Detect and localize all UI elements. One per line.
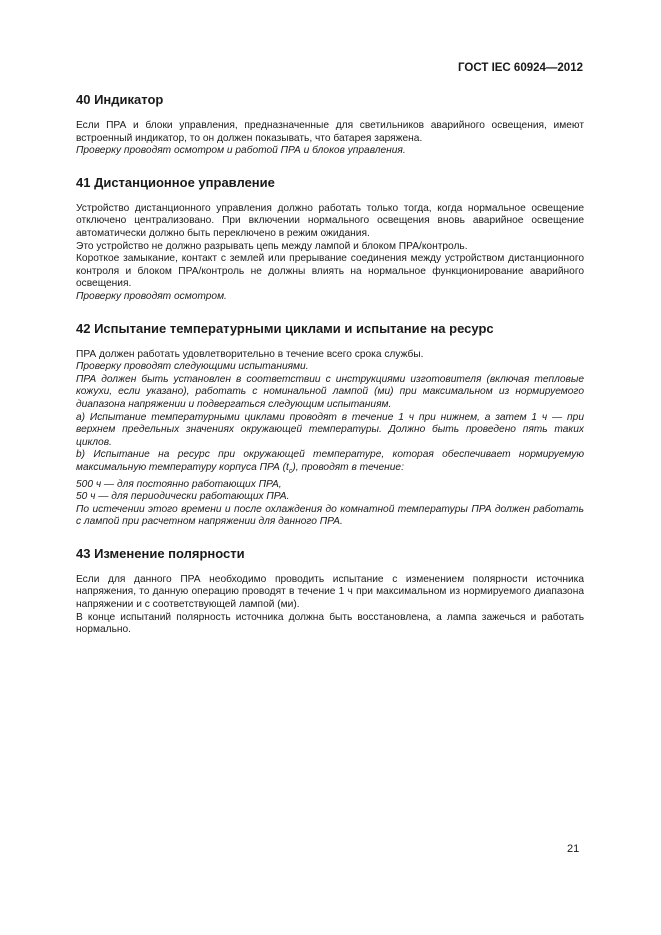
document-body [76,92,584,654]
paragraph [76,449,584,478]
paragraph-text: Устройство дистанционного управления должно работать только тогда, когда нормальное освещение отключено централизовано. При включении нормального освещения вновь аварийное освещение автоматически должно быть переключено в режим ожидания. [76,202,584,239]
page-number: 21 [567,843,580,855]
paragraph-text: Проверку проводят осмотром. [76,290,227,302]
subscript: c [288,467,293,475]
paragraph-text: ПРА должен быть установлен в соответствии с инструкциями изготовителя (включая тепловые кожухи, если указано), работать с номинальной лампой (ми) при максимальном из нормируемого диапазона напряжении и подвергаться следующим испытаниям. [76,373,584,410]
section-2 [76,175,584,304]
paragraph-text: Это устройство не должно разрывать цепь между лампой и блоком ПРА/контроль. [76,240,468,252]
paragraph [76,491,584,504]
paragraph-text: 500 ч — для постоянно работающих ПРА, [76,478,282,490]
paragraph-text: b) Испытание на ресурс при окружающей температуре, которая обеспечивает нормируемую максимальную температуру корпуса ПРА (t [76,449,584,473]
paragraph [76,253,584,291]
paragraph [76,120,584,145]
section-title: 43 Изменение полярности [76,545,245,561]
document-id: ГОСТ IEC 60924—2012 [458,62,583,74]
paragraph [76,349,584,362]
paragraph [76,479,584,492]
paragraph-text: Проверку проводят следующими испытаниями. [76,361,309,373]
paragraph [76,291,584,304]
paragraph [76,241,584,254]
paragraph [76,374,584,412]
section-1 [76,92,584,158]
paragraph [76,612,584,637]
paragraph-text: 50 ч — для периодически работающих ПРА. [76,491,290,503]
paragraph [76,574,584,612]
paragraph-text: Короткое замыкание, контакт с землей или прерывание соединения между устройством дистанционного контроля и блоком ПРА/контроль не должны влиять на нормальное функционирование аварийного освещения. [76,253,584,290]
paragraph-text: ПРА должен работать удовлетворительно в течение всего срока службы. [76,348,424,360]
paragraph [76,361,584,374]
paragraph-tail: ), проводят в течение: [292,461,404,473]
paragraph-text: Проверку проводят осмотром и работой ПРА и блоков управления. [76,145,406,157]
paragraph [76,145,584,158]
paragraph [76,412,584,450]
paragraph-text: Если ПРА и блоки управления, предназначенные для светильников аварийного освещения, имеют встроенный индикатор, то он должен показывать, что батарея заряжена. [76,120,584,144]
paragraph-text: В конце испытаний полярность источника должна быть восстановлена, а лампа зажечься и работать нормально. [76,611,584,636]
section-title: 41 Дистанционное управление [76,174,275,190]
section-title: 40 Индикатор [76,92,164,107]
section-4 [76,546,584,637]
paragraph-text: По истечении этого времени и после охлаждения до комнатной температуры ПРА должен работать с лампой при расчетном напряжении для данного ПРА. [76,503,584,528]
section-title: 42 Испытание температурными циклами и испытание на ресурс [76,320,494,336]
paragraph-text: а) Испытание температурными циклами проводят в течение 1 ч при нижнем, а затем 1 ч — при верхнем предельных значениях окружающей температуры. Должно быть проведено пять таких циклов. [76,411,584,448]
paragraph [76,203,584,241]
paragraph-text: Если для данного ПРА необходимо проводить испытание с изменением полярности источника напряжения, то данную операцию проводят в течение 1 ч при максимальном из нормируемого диапазона напряжении и с соответствующей лампой (ми). [76,573,584,611]
section-3 [76,321,584,529]
paragraph [76,504,584,529]
